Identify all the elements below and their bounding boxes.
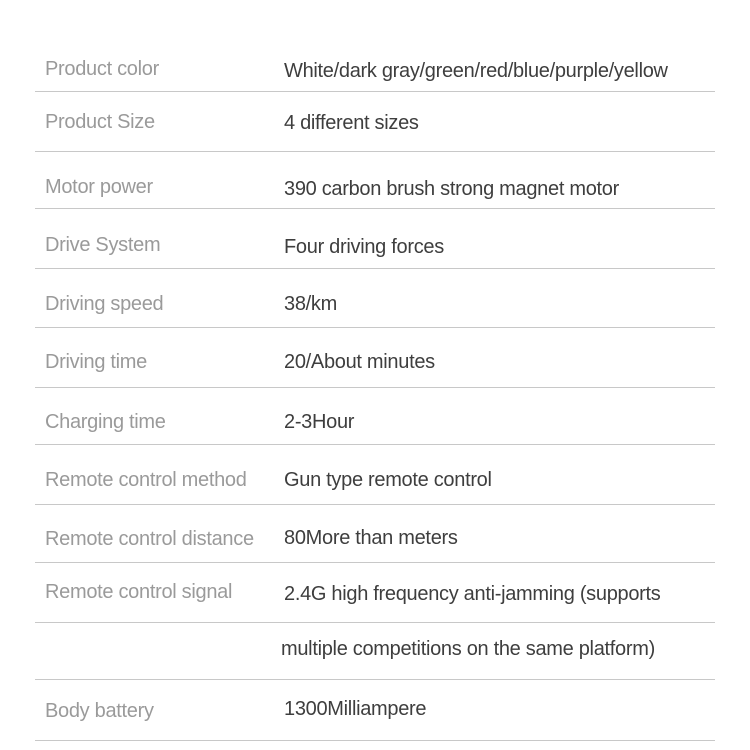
spec-label-drive-system: Drive System [45, 234, 161, 256]
row-divider [35, 208, 715, 209]
row-divider [35, 504, 715, 505]
spec-value-charging-time: 2-3Hour [284, 411, 355, 433]
spec-label-product-size: Product Size [45, 111, 155, 133]
spec-label-remote-control-signal: Remote control signal [45, 581, 233, 603]
spec-label-remote-control-method: Remote control method [45, 469, 247, 491]
spec-value-remote-control-method: Gun type remote control [284, 469, 492, 491]
row-divider [35, 562, 715, 563]
spec-label-driving-speed: Driving speed [45, 293, 164, 315]
spec-value-remote-control-signal: 2.4G high frequency anti-jamming (supports [284, 583, 661, 605]
row-divider [35, 151, 715, 152]
spec-value-remote-control-distance: 80More than meters [284, 527, 458, 549]
spec-value-product-color: White/dark gray/green/red/blue/purple/yellow [284, 60, 668, 82]
row-divider [35, 679, 715, 680]
spec-value-product-size: 4 different sizes [284, 112, 419, 134]
row-divider [35, 268, 715, 269]
row-divider [35, 740, 715, 741]
spec-value-remote-control-signal-cont: multiple competitions on the same platform) [281, 638, 655, 660]
row-divider [35, 327, 715, 328]
spec-value-body-battery: 1300Milliampere [284, 698, 427, 720]
spec-value-motor-power: 390 carbon brush strong magnet motor [284, 178, 619, 200]
row-divider [35, 387, 715, 388]
spec-value-driving-time: 20/About minutes [284, 351, 435, 373]
spec-label-driving-time: Driving time [45, 351, 147, 373]
spec-label-product-color: Product color [45, 58, 159, 80]
spec-value-driving-speed: 38/km [284, 293, 337, 315]
spec-label-remote-control-distance: Remote control distance [45, 528, 254, 550]
row-divider [35, 91, 715, 92]
row-divider [35, 444, 715, 445]
spec-value-drive-system: Four driving forces [284, 236, 444, 258]
row-divider [35, 622, 715, 623]
spec-label-charging-time: Charging time [45, 411, 166, 433]
spec-label-body-battery: Body battery [45, 700, 154, 722]
spec-label-motor-power: Motor power [45, 176, 153, 198]
